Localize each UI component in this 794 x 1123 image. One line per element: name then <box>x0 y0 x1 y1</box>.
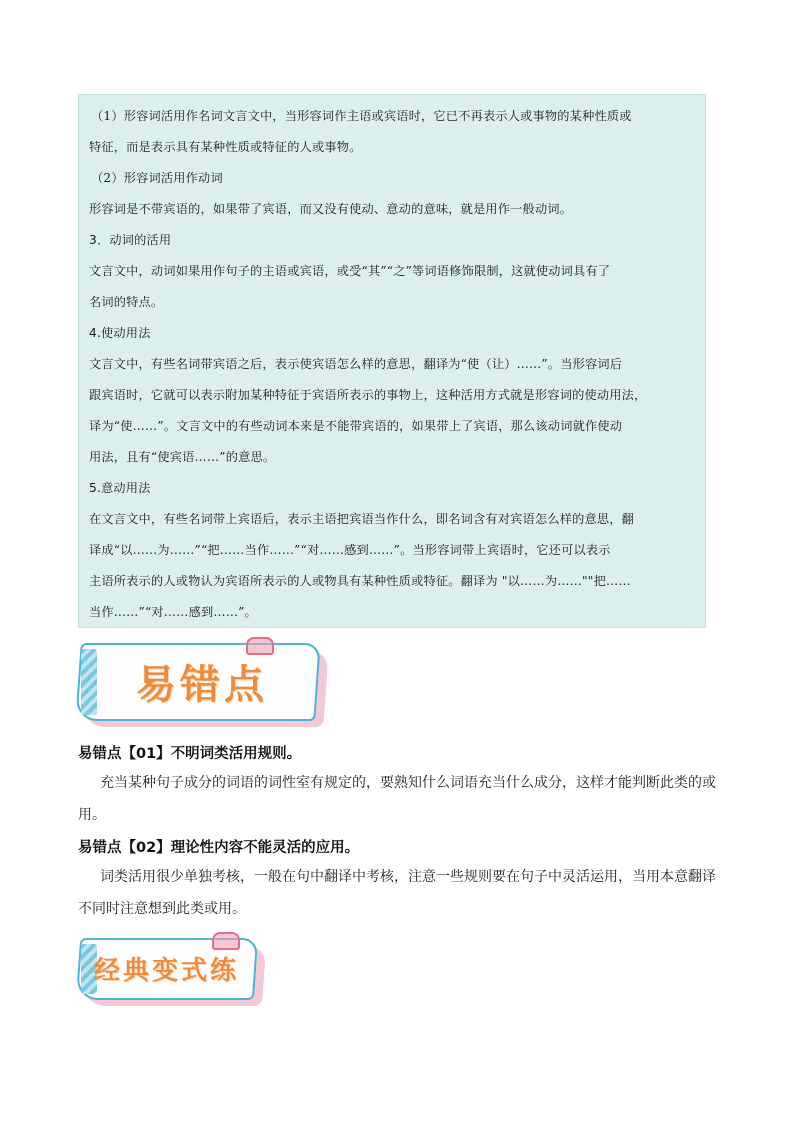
box-line-14: 在文言文中，有些名词带上宾语后，表示主语把宾语当作什么，即名词含有对宾语怎么样的意思，翻 <box>89 512 635 526</box>
box-line-7: 名词的特点。 <box>89 295 164 309</box>
box-line-2: 特征，而是表示具有某种性质或特征的人或事物。 <box>89 140 362 154</box>
box-line-15: 译成“以……为……”“把……当作……”“对……感到……”。当形容词带上宾语时，它还可以表示 <box>89 543 611 557</box>
box-line-4: 形容词是不带宾语的，如果带了宾语，而又没有使动、意动的意味，就是用作一般动词。 <box>89 202 573 216</box>
box-line-6: 文言文中，动词如果用作句子的主语或宾语，或受“其”“之”等词语修饰限制，这就使动词具有了 <box>89 264 611 278</box>
error-point-body-1-line-1: 充当某种句子成分的词语的词性室有规定的，要熟知什么词语充当什么成分，这样才能判断此类的或 <box>100 775 716 791</box>
error-point-body-1-line-2: 用。 <box>78 807 106 823</box>
banner-classic-practice <box>78 938 262 1002</box>
error-point-heading-1: 易错点【01】不明词类活用规则。 <box>78 746 302 762</box>
banner-stripe <box>81 649 97 715</box>
knowledge-box <box>78 94 706 628</box>
box-heading-verb: 3．动词的活用 <box>89 233 172 247</box>
error-point-body-2-line-2: 不同时注意想到此类或用。 <box>78 901 246 917</box>
box-line-9: 文言文中，有些名词带宾语之后，表示使宾语怎么样的意思，翻译为“使（让）……”。当形容词后 <box>89 357 623 371</box>
box-heading-putative: 5.意动用法 <box>89 481 151 495</box>
box-heading-causative: 4.使动用法 <box>89 326 151 340</box>
box-line-10: 跟宾语时，它就可以表示附加某种特征于宾语所表示的事物上，这种活用方式就是形容词的使动用法， <box>89 388 647 402</box>
box-line-17: 当作……”“对……感到……”。 <box>89 605 257 619</box>
box-line-12: 用法，且有“使宾语……”的意思。 <box>89 450 276 464</box>
box-line-3: （2）形容词活用作动词 <box>91 171 223 185</box>
box-line-11: 译为“使……”。文言文中的有些动词本来是不能带宾语的，如果带上了宾语，那么该动词就作使动 <box>89 419 623 433</box>
error-point-body-2 <box>78 861 718 925</box>
box-line-16: 主语所表示的人或物认为宾语所表示的人或物具有某种性质或特征。翻译为 "以……为……""把…… <box>89 574 631 588</box>
banner-error-points <box>78 643 324 723</box>
error-point-heading-2: 易错点【02】理论性内容不能灵活的应用。 <box>78 840 360 856</box>
box-line-1: （1）形容词活用作名词文言文中，当形容词作主语或宾语时，它已不再表示人或事物的某种性质或 <box>91 109 632 123</box>
banner-title: 经典变式练 <box>94 956 240 986</box>
banner-title: 易错点 <box>136 661 268 708</box>
error-point-body-2-line-1: 词类活用很少单独考核，一般在句中翻译中考核，注意一些规则要在句子中灵活运用，当用本意翻译 <box>100 869 716 885</box>
error-point-body-1 <box>78 767 718 831</box>
paper-clip-icon <box>212 932 240 950</box>
